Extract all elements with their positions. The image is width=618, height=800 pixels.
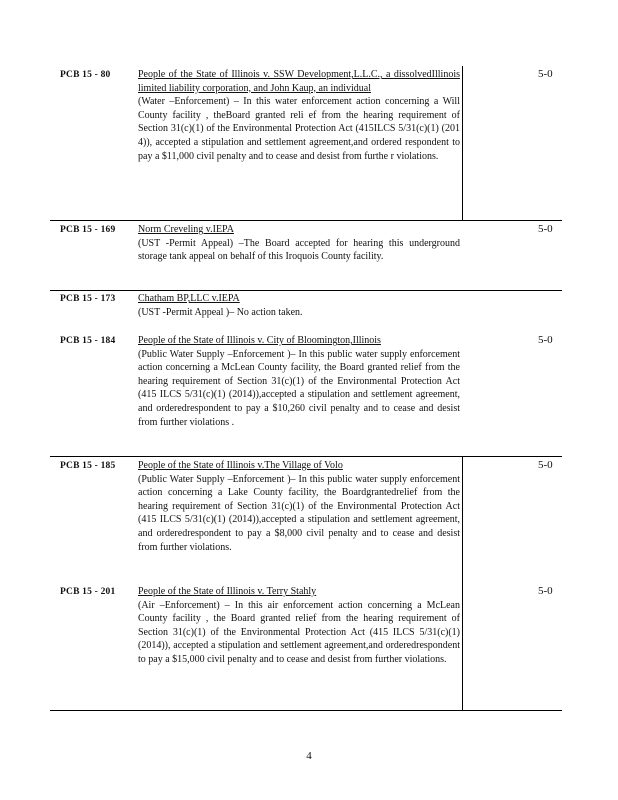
case-number: PCB 15 - 184: [60, 336, 116, 346]
case-vote: 5-0: [538, 334, 553, 346]
row-divider: [50, 710, 562, 711]
column-divider: [462, 456, 463, 710]
case-body: (Public Water Supply –Enforcement )– In this public water supply enforcement action concerning a Lake County facility, the Boardgrantedrelief from the hearing requirement of Section 31(c)(1) of the Environmental Protection Act (415 ILCS 5/31(c)(1) (2014)),accepted a stipulation and settlement agreement, and orderedrespondent to pay a $8,000 civil penalty and to cease and desist from further violations.: [138, 473, 460, 553]
row-divider: [50, 290, 562, 291]
case-number: PCB 15 - 169: [60, 225, 116, 235]
case-description: [138, 459, 460, 554]
column-divider: [462, 66, 463, 220]
case-number: PCB 15 - 80: [60, 70, 111, 80]
case-number: PCB 15 - 173: [60, 294, 116, 304]
case-body: (Water –Enforcement) – In this water enforcement action concerning a Will County facility , theBoard granted reli ef from the hearing requirement of Section 31(c)(1) of the Environmental Protection Act (415ILCS 5/31(c)(1) (201 4)), accepted a stipulation and settlement agreement,and ordered respondent to pay a $11,000 civil penalty and to cease and desist from furthe r violations.: [138, 96, 460, 162]
case-title: Chatham BP,LLC v.IEPA: [138, 293, 240, 304]
row-divider: [50, 220, 562, 221]
case-description: [138, 223, 460, 264]
row-divider: [50, 456, 562, 457]
case-title: People of the State of Illinois v. SSW Development,L.L.C., a dissolvedIllinois limited liability corporation, and John Kaup, an individual: [138, 69, 460, 94]
case-title: People of the State of Illinois v. Terry Stahly: [138, 586, 317, 597]
case-title: People of the State of Illinois v.The Village of Volo: [138, 460, 343, 471]
case-vote: 5-0: [538, 585, 553, 597]
case-body: (Public Water Supply –Enforcement )– In this public water supply enforcement action concerning a McLean County facility, the Board granted relief from the hearing requirement of Section 31(c)(1) of the Environmental Protection Act (415 ILCS 5/31(c)(1) (2014)),accepted a stipulation and settlement agreement, and orderedrespondent to pay a $10,260 civil penalty and to cease and desist from further violations .: [138, 348, 460, 428]
case-number: PCB 15 - 201: [60, 587, 116, 597]
case-description: [138, 585, 460, 667]
case-body: (UST -Permit Appeal) –The Board accepted for hearing this underground storage tank appeal on behalf of this Iroquois County facility.: [138, 237, 460, 263]
case-vote: 5-0: [538, 68, 553, 80]
case-vote: 5-0: [538, 459, 553, 471]
case-number: PCB 15 - 185: [60, 461, 116, 471]
case-vote: 5-0: [538, 223, 553, 235]
case-description: [138, 334, 460, 429]
case-title: People of the State of Illinois v. City of Bloomington,Illinois: [138, 335, 381, 346]
case-body: (Air –Enforcement) – In this air enforcement action concerning a McLean County facility , the Board granted relief from the hearing requirement of Section 31(c)(1) of the Environmental Protection Act (415 ILCS 5/31(c)(1) (2014)), accepted a stipulation and settlement agreement,and orderedrespondent to pay a $15,000 civil penalty and to cease and desist from further violations.: [138, 599, 460, 665]
page-number: 4: [306, 750, 312, 762]
case-body: (UST -Permit Appeal )– No action taken.: [138, 306, 303, 318]
case-description: [138, 292, 460, 319]
case-description: [138, 68, 460, 163]
case-title: Norm Creveling v.IEPA: [138, 224, 234, 235]
